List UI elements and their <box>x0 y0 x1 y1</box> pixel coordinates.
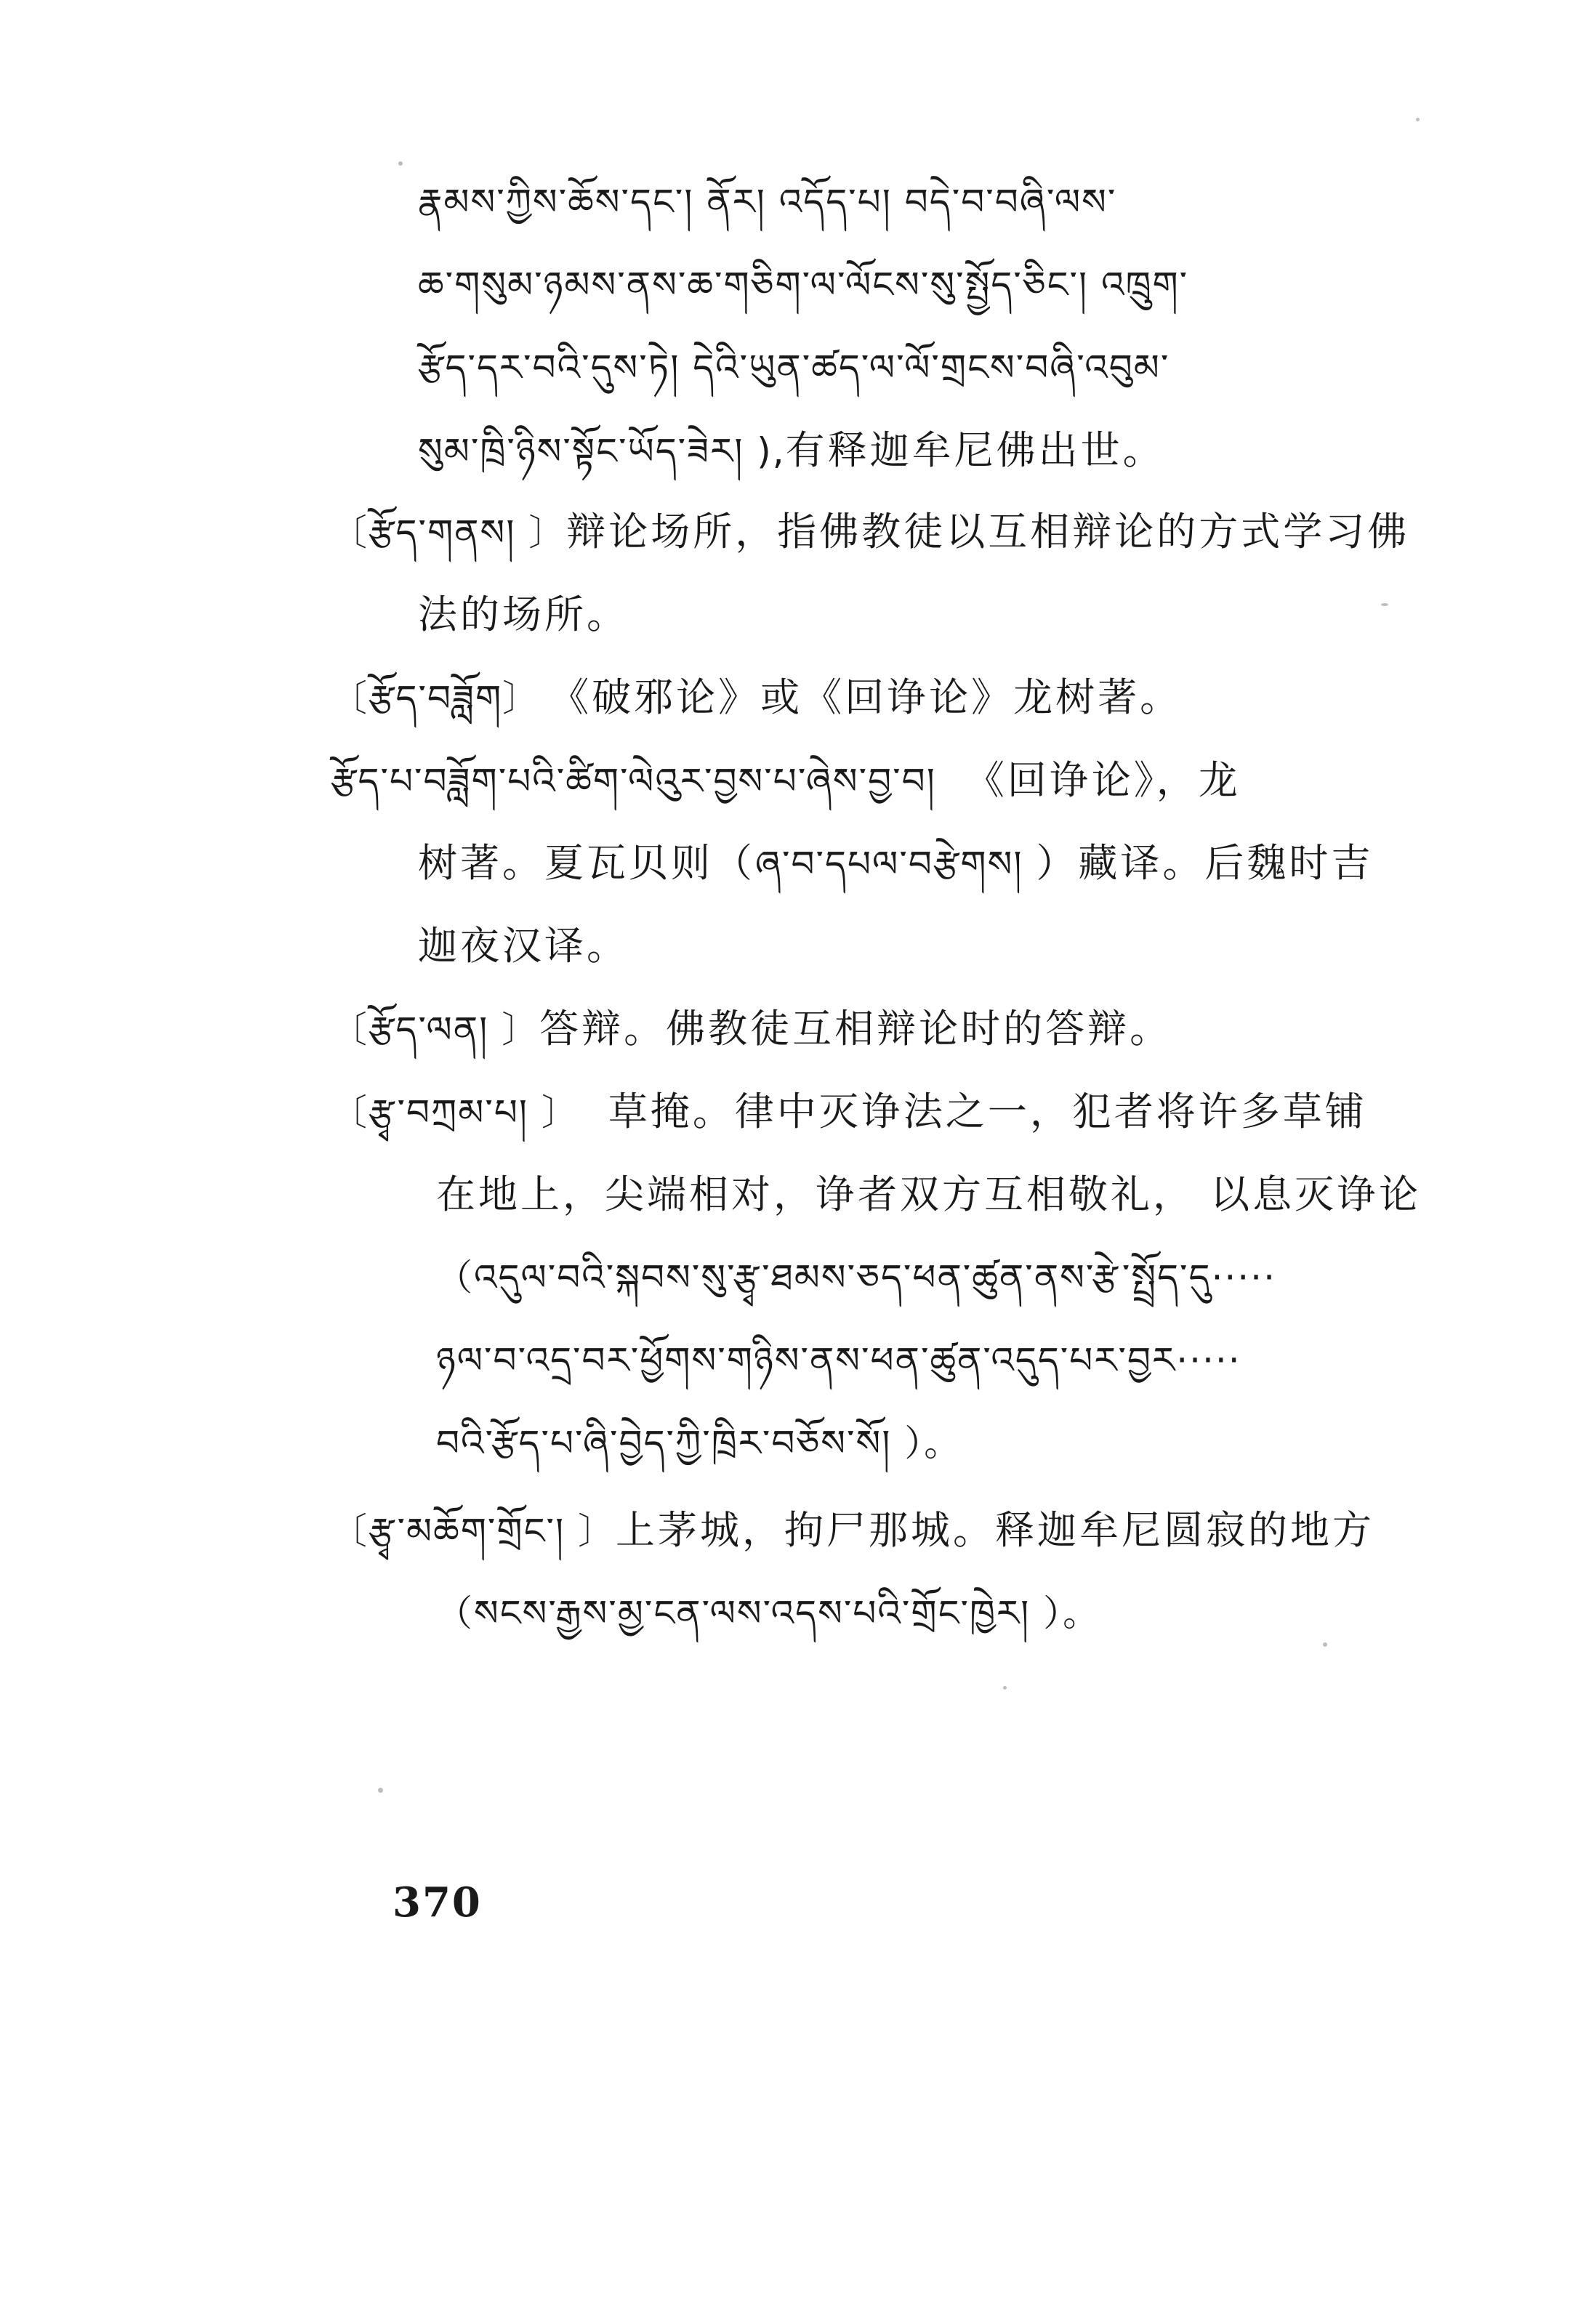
entry-definition-cont <box>418 834 1373 893</box>
continuation-line-2: ཆ་གསུམ་ཉམས་ནས་ཆ་གཅིག་ལ་ལོངས་སུ་སྤྱོད་ཅིང་། འཁྲུག་ <box>418 264 1189 306</box>
page-number: 370 <box>393 1879 482 1926</box>
continuation-line-4 <box>418 421 1165 480</box>
entry-definition-cont: 在地上，尖端相对，诤者双方互相敬礼， 以息灭诤论 <box>436 1171 1422 1217</box>
scan-speck <box>1323 1642 1327 1647</box>
entry-vigrahavyavartani <box>331 751 1241 810</box>
entry-reply <box>331 1000 1172 1059</box>
entry-definition-cont: ཉལ་བ་འདྲ་བར་ཕྱོགས་གཉིས་ནས་ཕན་ཚུན་འདུད་པར་བྱར····· <box>436 1339 1241 1381</box>
entry-definition-cont: 法的场所。 <box>418 592 629 637</box>
entry-debate-place <box>331 503 1409 562</box>
entry-definition: 《破邪论》或《回诤论》龙树著。 <box>569 674 1183 720</box>
entry-definition: 上茅城，拘尸那城。释迦牟尼圆寂的地方 <box>615 1507 1374 1553</box>
entry-headword: རྩོད་པ་བཟློག་པའི་ཚིག་ལེའུར་བྱས་པ་ཞེས་བྱ་བ། <box>331 760 936 802</box>
continuation-line-3: རྩོད་དར་བའི་དུས་ཏེ། དེའི་ཡུན་ཚད་ལ་ལོ་གྲངས་བཞི་འབུམ་ <box>418 347 1170 389</box>
entry-definition-cont: བའི་རྩོད་པ་ཞི་བྱེད་ཀྱི་ཁྲིར་བཅོས་སོ། ）。 <box>436 1422 962 1464</box>
entry-definition: 《回诤论》，龙 <box>965 757 1241 803</box>
entry-grass-cover <box>331 1083 1367 1142</box>
continuation-tibetan: སུམ་ཁྲི་ཉིས་སྟོང་ཡོད་ཟེར། ), <box>418 430 786 472</box>
translator-tibetan: ཞ་བ་དཔལ་བརྩེགས། <box>755 843 1036 885</box>
scan-speck <box>1003 1686 1007 1690</box>
entry-headword: 〔རྩོད་གནས། 〕 <box>331 512 567 554</box>
entry-definition-cont: （འདུལ་བའི་སྐབས་སུ་རྩྭ་ཐམས་ཅད་ཕན་ཚུན་ནས་རྩེ་སྤྲོད་དུ····· <box>436 1256 1276 1299</box>
entry-headword: 〔རྩོད་ལན། 〕 <box>331 1009 540 1051</box>
entry-definition: 答辩。佛教徒互相辩论时的答辩。 <box>539 1006 1172 1052</box>
continuation-line-1: རྣམས་ཀྱིས་ཆོས་དང་། ནོར། འདོད་པ། བདེ་བ་བཞི་ལས་ <box>418 181 1117 223</box>
translator-text-a: 树著。夏瓦贝则（ <box>418 840 755 886</box>
entry-headword: 〔རྩྭ་བཀྲམ་པ། 〕 <box>331 1092 579 1134</box>
continuation-chinese: 有释迦牟尼佛出世。 <box>785 427 1165 473</box>
entry-definition-cont: 迦夜汉译。 <box>418 923 629 969</box>
scan-speck <box>1416 118 1420 121</box>
entry-refutation <box>331 669 1182 727</box>
entry-definition: 草掩。律中灭诤法之一，犯者将许多草铺 <box>608 1089 1367 1134</box>
translator-text-b: ）藏译。后魏时吉 <box>1036 840 1374 886</box>
scan-speck <box>398 161 403 166</box>
entry-definition-cont: （སངས་རྒྱས་མྱ་ངན་ལས་འདས་པའི་གྲོང་ཁྱེར། ）。 <box>436 1592 1101 1634</box>
entry-definition: 辩论场所，指佛教徒以互相辩论的方式学习佛 <box>566 509 1410 554</box>
scan-speck <box>1381 603 1388 606</box>
entry-headword: 〔རྩོད་བཟློག〕 <box>331 677 541 719</box>
entry-kushinagar <box>331 1501 1374 1560</box>
entry-headword: 〔རྩྭ་མཆོག་གྲོང་། 〕 <box>331 1510 616 1552</box>
scan-speck <box>378 1788 383 1793</box>
